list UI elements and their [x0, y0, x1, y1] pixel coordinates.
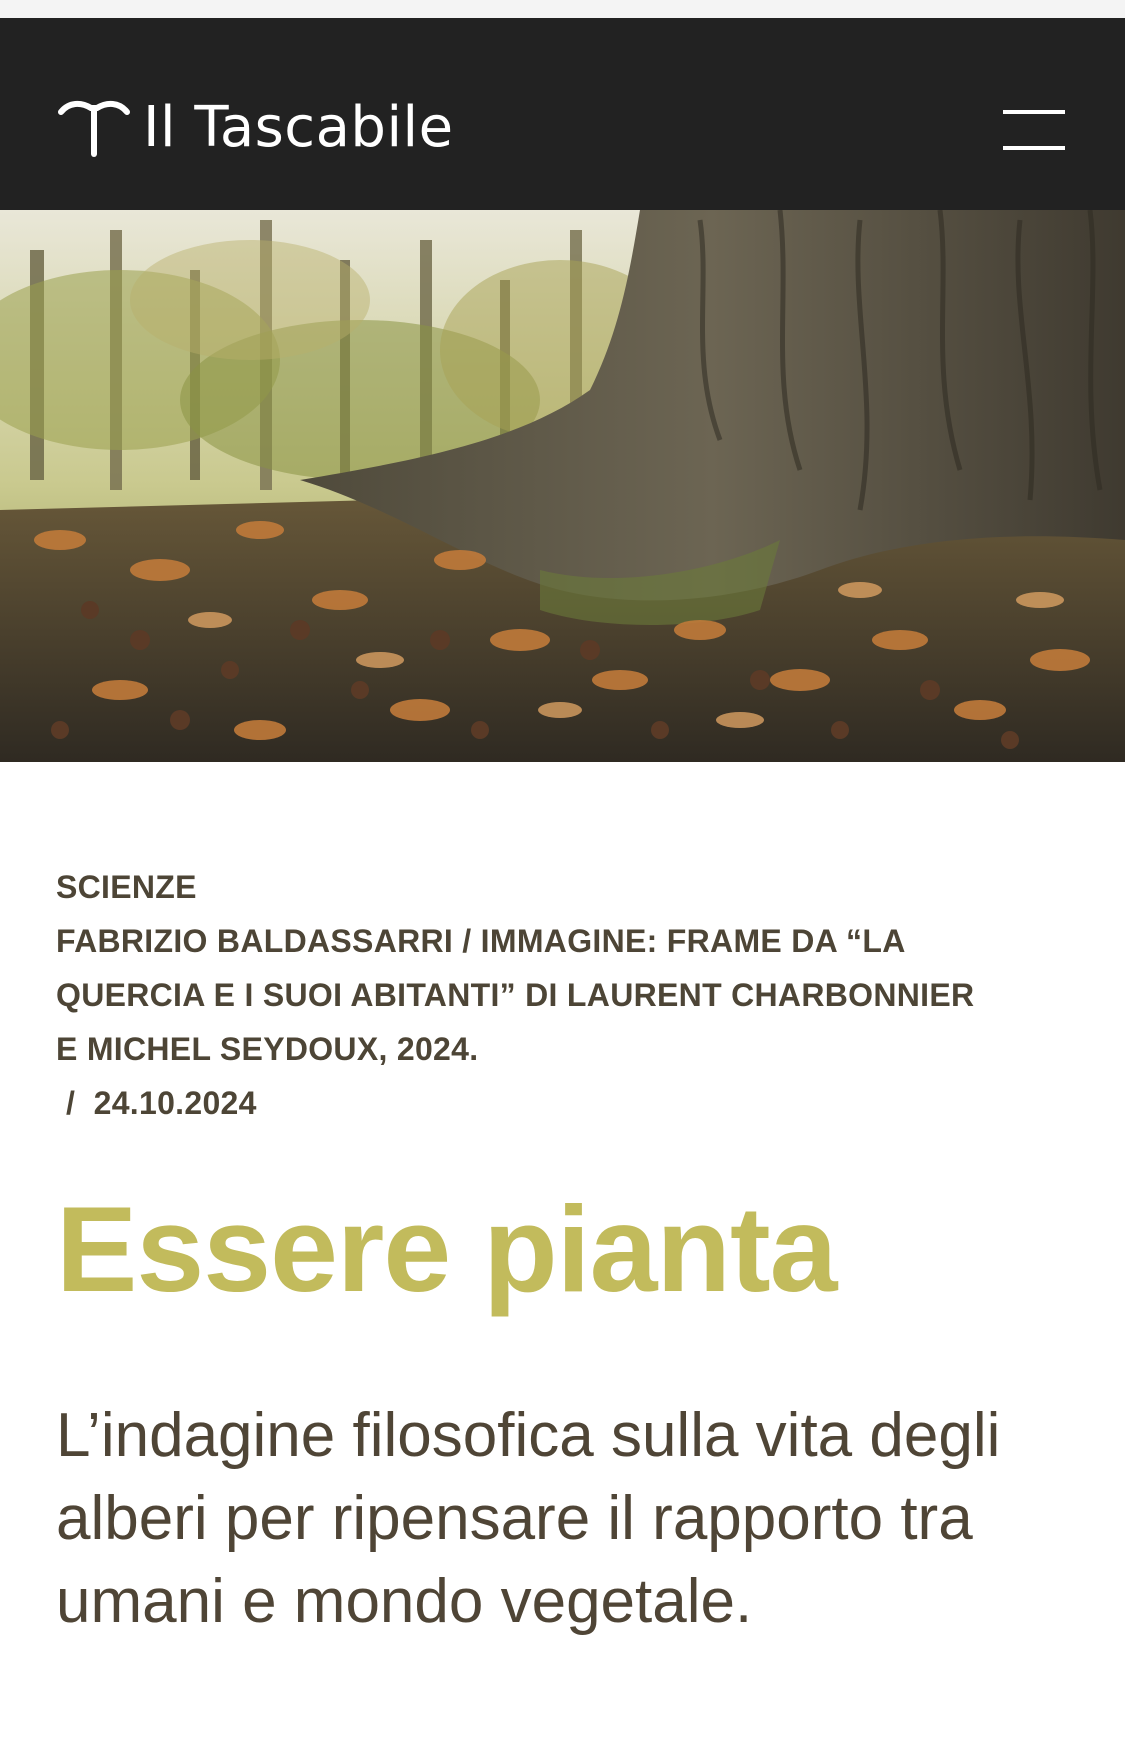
article-subtitle: L’indagine filosofica sulla vita degli alberi per ripensare il rapporto tra umani e mondo vegetale. [56, 1401, 1001, 1636]
date-separator: / [66, 1085, 76, 1121]
site-name: Il Tascabile [143, 95, 454, 160]
tau-glyph-icon [57, 98, 131, 158]
byline-line-2: QUERCIA E I SUOI ABITANTI” DI LAURENT CHARBONNIER [56, 977, 975, 1013]
status-strip [0, 0, 1125, 18]
byline-line-3: E MICHEL SEYDOUX, 2024. [56, 1031, 479, 1067]
article [0, 860, 1125, 1643]
publish-date: 24.10.2024 [93, 1085, 257, 1121]
article-meta [56, 860, 1069, 1130]
date-line [56, 1076, 1069, 1130]
article-title: Essere pianta [56, 1181, 837, 1317]
site-header [0, 18, 1125, 210]
category-link[interactable]: SCIENZE [56, 869, 197, 905]
byline-line-1: FABRIZIO BALDASSARRI / IMMAGINE: FRAME DA “LA [56, 923, 906, 959]
hamburger-menu-icon[interactable] [1003, 106, 1065, 154]
hero-image [0, 210, 1125, 762]
site-logo-link[interactable] [57, 95, 454, 160]
oak-tree-acorns-photo [0, 210, 1125, 762]
